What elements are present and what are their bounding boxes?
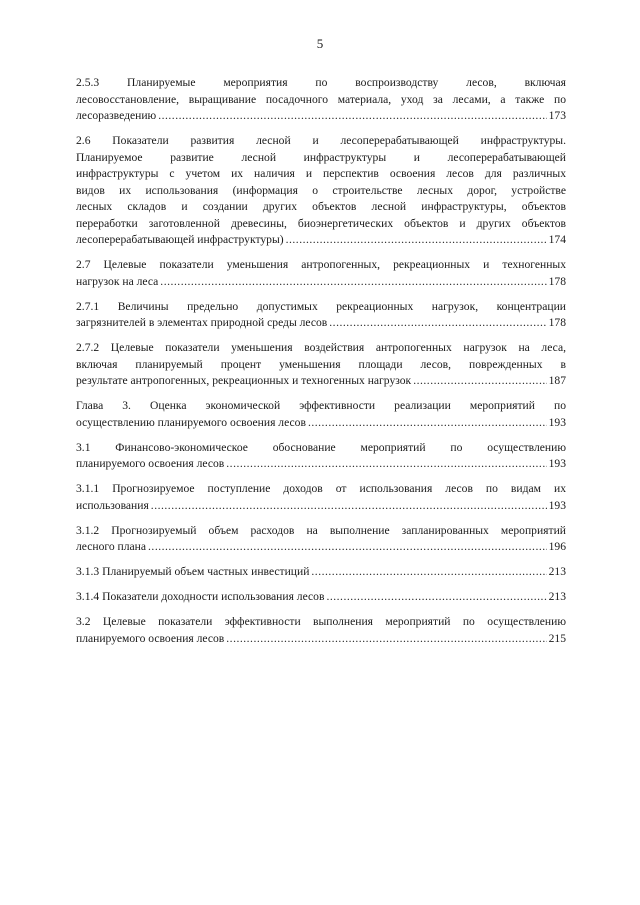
dot-leader <box>413 373 546 390</box>
toc-entry-page: 173 <box>548 109 566 122</box>
toc-entry-title-end: планируемого освоения лесов <box>76 457 225 470</box>
toc-entry-line: 3.2 Целевые показатели эффективности выполнения мероприятий по осуществлению <box>76 615 566 628</box>
toc-entry-line: переработки заготовленной древесины, биоэнергетических объектов и других объектов <box>76 216 566 230</box>
toc-entry-page: 193 <box>548 498 566 512</box>
dot-leader <box>151 498 547 515</box>
toc-entry-last-line <box>76 498 566 515</box>
toc-entry-title-end: загрязнителей в элементах природной среды лесов <box>76 316 328 329</box>
toc-entry[interactable] <box>76 614 566 647</box>
toc-entry-page: 215 <box>548 631 566 645</box>
toc-entry-last-line <box>76 108 566 125</box>
toc-entry[interactable] <box>76 589 566 606</box>
dot-leader <box>160 274 546 291</box>
toc-entry-last-line <box>76 415 566 432</box>
toc-entry-line: Планируемое развитие лесной инфраструктуры и лесоперерабатывающей <box>76 150 566 164</box>
toc-entry-title-end: планируемого освоения лесов <box>76 631 225 645</box>
toc-entry[interactable] <box>76 523 566 556</box>
toc-entry-title-end: лесоперерабатывающей инфраструктуры) <box>76 233 284 246</box>
toc-entry-last-line <box>76 373 566 390</box>
toc-entry-line: 2.7.1 Величины предельно допустимых рекреационных нагрузок, концентрации <box>76 299 566 313</box>
toc-entry-last-line <box>76 274 566 291</box>
toc-entry-last-line <box>76 315 566 332</box>
toc-entry-line: 2.7.2 Целевые показатели уменьшения воздействия антропогенных нагрузок на леса, <box>76 341 566 354</box>
toc-entry-page: 193 <box>548 415 566 429</box>
toc-entry-line: 3.1.1 Прогнозируемое поступление доходов от использования лесов по видам их <box>76 482 566 495</box>
toc-entry-line: 2.5.3 Планируемые мероприятия по воспроизводству лесов, включая <box>76 76 566 89</box>
toc-entry[interactable] <box>76 440 566 473</box>
toc-entry-title-end: использования <box>76 498 149 512</box>
toc-entry[interactable] <box>76 340 566 390</box>
toc-entry-last-line <box>76 631 566 648</box>
toc-entry-line: лесовосстановление, выращивание посадочного материала, уход за лесами, а также по <box>76 92 566 106</box>
toc-entry-line: Глава 3. Оценка экономической эффективности реализации мероприятий по <box>76 399 566 412</box>
toc-entry-line: включая планируемый процент уменьшения площади лесов, поврежденных в <box>76 357 566 371</box>
dot-leader <box>308 415 547 432</box>
toc-entry[interactable] <box>76 398 566 431</box>
toc-entry-last-line <box>76 456 566 473</box>
toc-entry-title-end: результате антропогенных, рекреационных и техногенных нагрузок <box>76 374 412 387</box>
toc-entry[interactable] <box>76 564 566 581</box>
toc-entry-line: 2.7 Целевые показатели уменьшения антропогенных, рекреационных и техногенных <box>76 258 566 271</box>
toc-entry-title-end: осуществлению планируемого освоения лесов <box>76 415 306 429</box>
toc-entry-title-end: 3.1.3 Планируемый объем частных инвестиций <box>76 565 310 578</box>
dot-leader <box>326 589 546 606</box>
toc-entry[interactable] <box>76 299 566 332</box>
toc-entry-title-end: нагрузок на леса <box>76 274 159 288</box>
toc-entry-line: видов их использования (информация о строительстве лесных дорог, устройстве <box>76 183 566 197</box>
dot-leader <box>286 232 547 249</box>
dot-leader <box>158 108 546 125</box>
toc-entry-line: 2.6 Показатели развития лесной и лесоперерабатывающей инфраструктуры. <box>76 134 566 147</box>
toc-entry-page: 213 <box>548 590 566 603</box>
toc-entry[interactable] <box>76 481 566 514</box>
toc-entry-line: 3.1.2 Прогнозируемый объем расходов на выполнение запланированных мероприятий <box>76 523 566 537</box>
toc-entry-page: 187 <box>548 374 566 387</box>
toc-entry-last-line <box>76 589 566 606</box>
toc-entry-last-line <box>76 232 566 249</box>
dot-leader <box>226 631 546 648</box>
toc-entry-line: 3.1 Финансово-экономическое обоснование мероприятий по осуществлению <box>76 440 566 454</box>
toc-entry-title-end: лесоразведению <box>76 109 157 122</box>
dot-leader <box>226 456 546 473</box>
page-number: 5 <box>316 36 324 51</box>
toc-entry[interactable] <box>76 133 566 249</box>
dot-leader <box>148 539 547 556</box>
toc-entry-page: 174 <box>548 233 566 246</box>
dot-leader <box>329 315 546 332</box>
toc-entry-page: 193 <box>548 457 566 470</box>
toc-entry-last-line <box>76 539 566 556</box>
toc-entry-title-end: 3.1.4 Показатели доходности использования лесов <box>76 590 325 603</box>
toc-entry-last-line <box>76 564 566 581</box>
toc-entry-title-end: лесного плана <box>76 540 147 553</box>
toc-entry-page: 178 <box>548 274 566 288</box>
toc-entry[interactable] <box>76 257 566 290</box>
toc-entry-line: инфраструктуры с учетом их наличия и перспектив освоения лесов для различных <box>76 167 566 180</box>
toc-entry-page: 178 <box>548 316 566 329</box>
table-of-contents <box>76 75 566 656</box>
toc-entry-page: 213 <box>548 565 566 578</box>
dot-leader <box>311 564 546 581</box>
toc-entry[interactable] <box>76 75 566 125</box>
toc-entry-line: лесных складов и создании других объектов лесной инфраструктуры, объектов <box>76 200 566 213</box>
toc-entry-page: 196 <box>548 540 566 553</box>
